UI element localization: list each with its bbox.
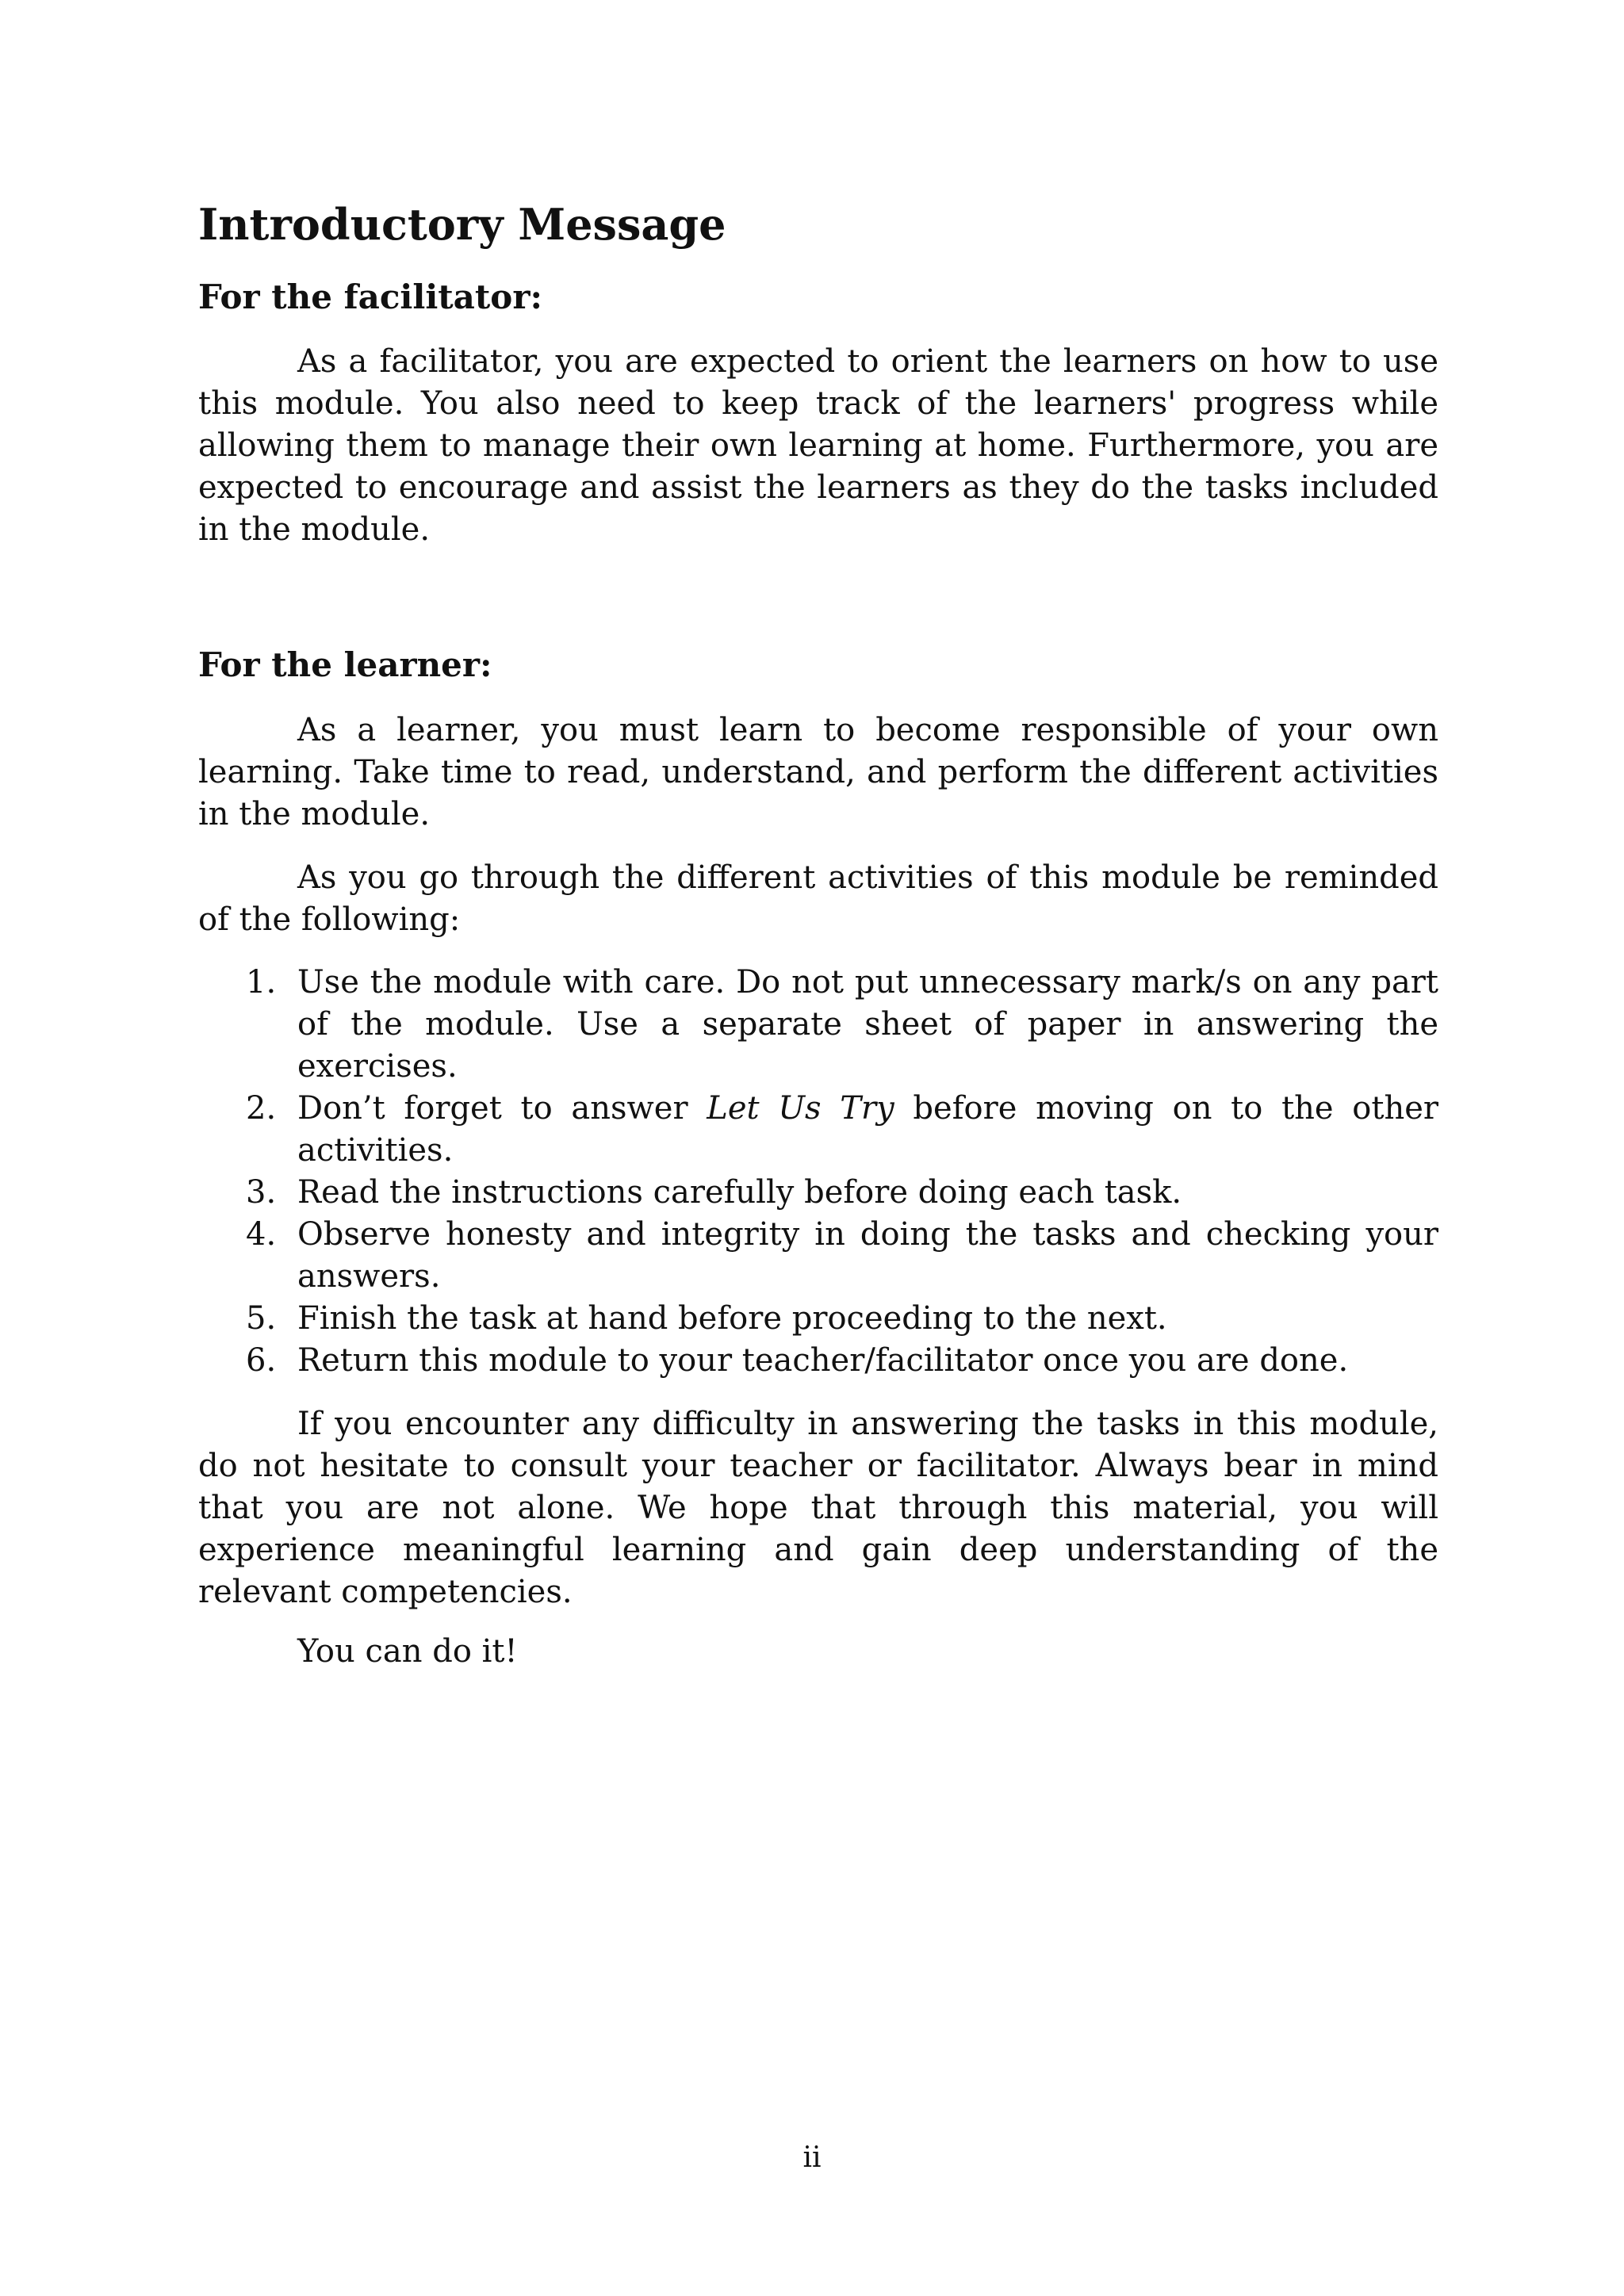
page-number: ii (802, 2141, 822, 2174)
list-item (198, 1214, 1438, 1298)
list-item-number: 1. (246, 964, 277, 1001)
list-item-text: Return this module to your teacher/facilitator once you are done. (297, 1342, 1349, 1379)
list-item-emphasis: Let Us Try (707, 1090, 894, 1127)
learner-paragraph-3: If you encounter any difficulty in answering the tasks in this module, do not hesitate to consult your teacher or facilitator. Always bear in mind that you are not alone. We hope that through this material, you will experience meaningful learning and gain deep understanding of the relevant competencies. (198, 1406, 1438, 1610)
closing-line: You can do it! (297, 1633, 518, 1670)
list-item-text: Read the instructions carefully before doing each task. (297, 1174, 1182, 1211)
list-item-text: Use the module with care. Do not put unnecessary mark/s on any part of the module. Use a separate sheet of paper in answering the exercises. (297, 964, 1438, 1085)
facilitator-heading: For the facilitator: (198, 277, 542, 316)
list-item (198, 1340, 1438, 1382)
list-item (198, 1298, 1438, 1340)
list-item-number: 6. (246, 1342, 277, 1379)
list-item-text: Observe honesty and integrity in doing the tasks and checking your answers. (297, 1216, 1438, 1295)
list-item-text-post: before moving on to the other activities. (297, 1090, 1439, 1169)
facilitator-paragraph: As a facilitator, you are expected to orient the learners on how to use this module. You also need to keep track of the learners' progress while allowing them to manage their own learning at home. Furthermore, you are expected to encourage and assist the learners as they do the tasks included in the module. (198, 343, 1438, 548)
list-item (198, 962, 1438, 1088)
list-item-number: 4. (246, 1216, 277, 1253)
list-item-text: Finish the task at hand before proceeding to the next. (297, 1300, 1167, 1337)
learner-paragraph-2: As you go through the different activities of this module be reminded of the following: (198, 859, 1438, 938)
list-item (198, 1172, 1438, 1214)
list-item-number: 5. (246, 1300, 277, 1337)
list-item-number: 2. (246, 1090, 277, 1127)
list-item-text-pre: Don’t forget to answer (297, 1090, 707, 1127)
list-item-number: 3. (246, 1174, 277, 1211)
page-title: Introductory Message (198, 199, 726, 250)
list-item (198, 1088, 1438, 1172)
learner-heading: For the learner: (198, 645, 492, 684)
reminders-list (198, 962, 1438, 1382)
learner-paragraph-1: As a learner, you must learn to become responsible of your own learning. Take time to read, understand, and perform the different activities in the module. (198, 712, 1438, 832)
